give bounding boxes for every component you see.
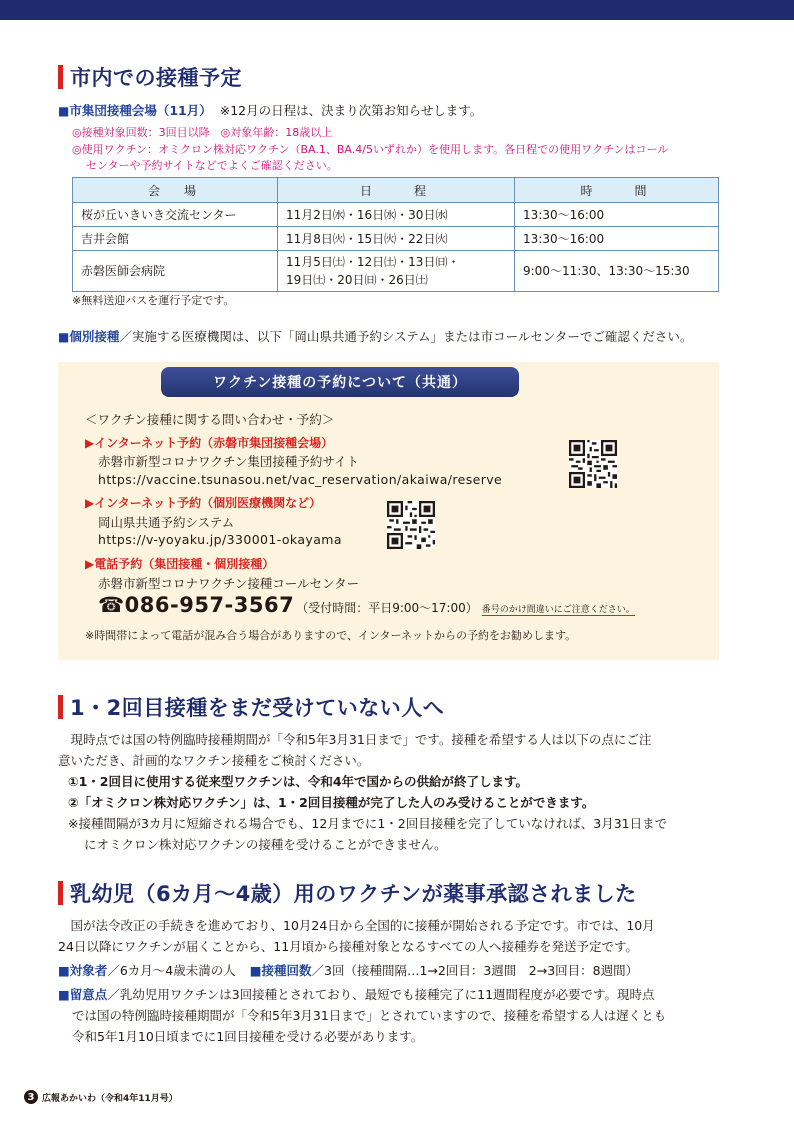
- phone-caution: 番号のかけ間違いにご注意ください。: [482, 602, 635, 616]
- section2-heading: [58, 692, 444, 722]
- group-line: [58, 101, 482, 119]
- time-cell: 9:00〜11:30、13:30〜15:30: [515, 251, 719, 292]
- caution-text3: 令和5年1月10日頃までに1回目接種を受ける必要があります。: [72, 1029, 424, 1044]
- section2-para1: 現時点では国の特例臨時接種期間が「令和5年3月31日まで」です。接種を希望する人は以下の点にご注: [58, 732, 652, 747]
- section2-note2: にオミクロン株対応ワクチンの接種を受けることができません。: [84, 837, 447, 852]
- section3-para2: 24日以降にワクチンが届くことから、11月頃から接種対象となるすべての人へ接種券を発送予定です。: [58, 939, 638, 954]
- individual-line: [58, 327, 692, 345]
- table-row: [73, 251, 719, 292]
- individual-text: ／実施する医療機関は、以下「岡山県共通予約システム」または市コールセンターでご確認ください。: [119, 329, 693, 344]
- reservation-title: ワクチン接種の予約について（共通）: [161, 367, 519, 397]
- target-label: ■対象者: [58, 963, 108, 978]
- target-text: ／6カ月〜4歳未満の人: [107, 963, 236, 978]
- page-number: 3: [24, 1090, 38, 1104]
- section2-para2: 意いただき、計画的なワクチン接種をご検討ください。: [58, 753, 370, 768]
- venue-cell: 吉井会館: [73, 227, 278, 251]
- time-cell: 13:30〜16:00: [515, 227, 719, 251]
- reservation-panel: [58, 362, 719, 660]
- section2-title: 1・2回目接種をまだ受けていない人へ: [70, 696, 445, 720]
- section3-heading: [58, 878, 637, 908]
- square-bullet-icon: ■: [58, 104, 70, 118]
- section1-heading: [58, 62, 242, 92]
- individual-label: 個別接種: [69, 329, 120, 344]
- pink-line-3: センターや予約サイトなどでよくご確認ください。: [86, 159, 338, 172]
- item1-url[interactable]: https://vaccine.tsunasou.net/vac_reservation/akaiwa/reserve: [98, 472, 503, 487]
- heading-accent-bar: [58, 695, 63, 719]
- section2-point1: ①1・2回目に使用する従来型ワクチンは、令和4年で国からの供給が終了します。: [68, 774, 529, 789]
- item2-url[interactable]: https://v-yoyaku.jp/330001-okayama: [98, 532, 342, 547]
- section1-title: 市内での接種予定: [70, 66, 242, 90]
- top-banner: [0, 0, 794, 20]
- item3-heading: ▶電話予約（集団接種・個別接種）: [85, 557, 275, 571]
- item1-line1: 赤磐市新型コロナワクチン集団接種予約サイト: [98, 454, 360, 469]
- square-bullet-icon: ■: [58, 330, 70, 344]
- dates-cell: 11月8日㈫・15日㈫・22日㈫: [278, 227, 515, 251]
- dates-cell: 11月2日㈬・16日㈬・30日㈬: [278, 203, 515, 227]
- heading-accent-bar: [58, 881, 63, 905]
- pink-line-1: ◎接種対象回数：3回目以降 ◎対象年齢：18歳以上: [72, 126, 333, 139]
- caution-label: ■留意点: [58, 987, 108, 1002]
- caution-line1: [58, 985, 655, 1003]
- table-row: [73, 227, 719, 251]
- dates-line-1: 11月5日㈯・12日㈯・13日㈰・: [286, 255, 460, 269]
- section2-note1: ※接種間隔が3カ月に短縮される場合でも、12月までに1・2回目接種を完了していなければ、3月31日まで: [68, 816, 668, 831]
- reservation-intro: ＜ワクチン接種に関する問い合わせ・予約＞: [85, 412, 335, 427]
- section3-para1: 国が法令改正の手続きを進めており、10月24日から全国的に接種が開始される予定です。市では、10月: [58, 918, 655, 933]
- item2-line1: 岡山県共通予約システム: [98, 515, 235, 530]
- phone-line: [98, 593, 635, 617]
- venue-cell: 赤磐医師会病院: [73, 251, 278, 292]
- target-line: [58, 961, 638, 979]
- count-text: ／3回（接種間隔…1→2回目：3週間 2→3回目：8週間）: [311, 963, 639, 978]
- time-cell: 13:30〜16:00: [515, 203, 719, 227]
- header-dates: 日 程: [278, 178, 515, 203]
- header-time: 時 間: [515, 178, 719, 203]
- item3-line1: 赤磐市新型コロナワクチン接種コールセンター: [98, 576, 360, 591]
- item2-heading: ▶インターネット予約（個別医療機関など）: [85, 496, 322, 510]
- header-venue: 会 場: [73, 178, 278, 203]
- phone-hours: （受付時間：平日9:00〜17:00）: [296, 601, 478, 615]
- caution-text2: では国の特例臨時接種期間が「令和5年3月31日まで」とされていますので、接種を希望する人は遅くとも: [72, 1008, 667, 1023]
- table-header-row: [73, 178, 719, 203]
- bus-note: ※無料送迎バスを運行予定です。: [72, 294, 235, 307]
- table-row: [73, 203, 719, 227]
- heading-accent-bar: [58, 65, 63, 89]
- reservation-footer-note: ※時間帯によって電話が混み合う場合がありますので、インターネットからの予約をお勧めします。: [85, 629, 577, 642]
- qr-code-icon[interactable]: [387, 501, 435, 549]
- dates-line-2: 19日㈯・20日㈰・26日㈯: [286, 273, 428, 287]
- schedule-table: [72, 177, 719, 292]
- phone-number[interactable]: ☎086-957-3567: [98, 593, 295, 617]
- qr-code-icon[interactable]: [569, 440, 617, 488]
- pink-line-2: ◎使用ワクチン：オミクロン株対応ワクチン（BA.1、BA.4/5いずれか）を使用します。各日程での使用ワクチンはコール: [72, 143, 669, 156]
- group-label: 市集団接種会場（11月）: [69, 103, 212, 118]
- item1-heading: ▶インターネット予約（赤磐市集団接種会場）: [85, 436, 334, 450]
- caution-text1: ／乳幼児用ワクチンは3回接種とされており、最短でも接種完了に11週間程度が必要です。現時点: [107, 987, 655, 1002]
- count-label: ■接種回数: [249, 963, 312, 978]
- section3-title: 乳幼児（6カ月〜4歳）用のワクチンが薬事承認されました: [70, 882, 637, 906]
- section2-point2: ②「オミクロン株対応ワクチン」は、1・2回目接種が完了した人のみ受けることができます。: [68, 795, 595, 810]
- dates-cell: [278, 251, 515, 292]
- group-note: ※12月の日程は、決まり次第お知らせします。: [219, 103, 483, 118]
- footer-text: 広報あかいわ（令和4年11月号）: [42, 1094, 178, 1104]
- venue-cell: 桜が丘いきいき交流センター: [73, 203, 278, 227]
